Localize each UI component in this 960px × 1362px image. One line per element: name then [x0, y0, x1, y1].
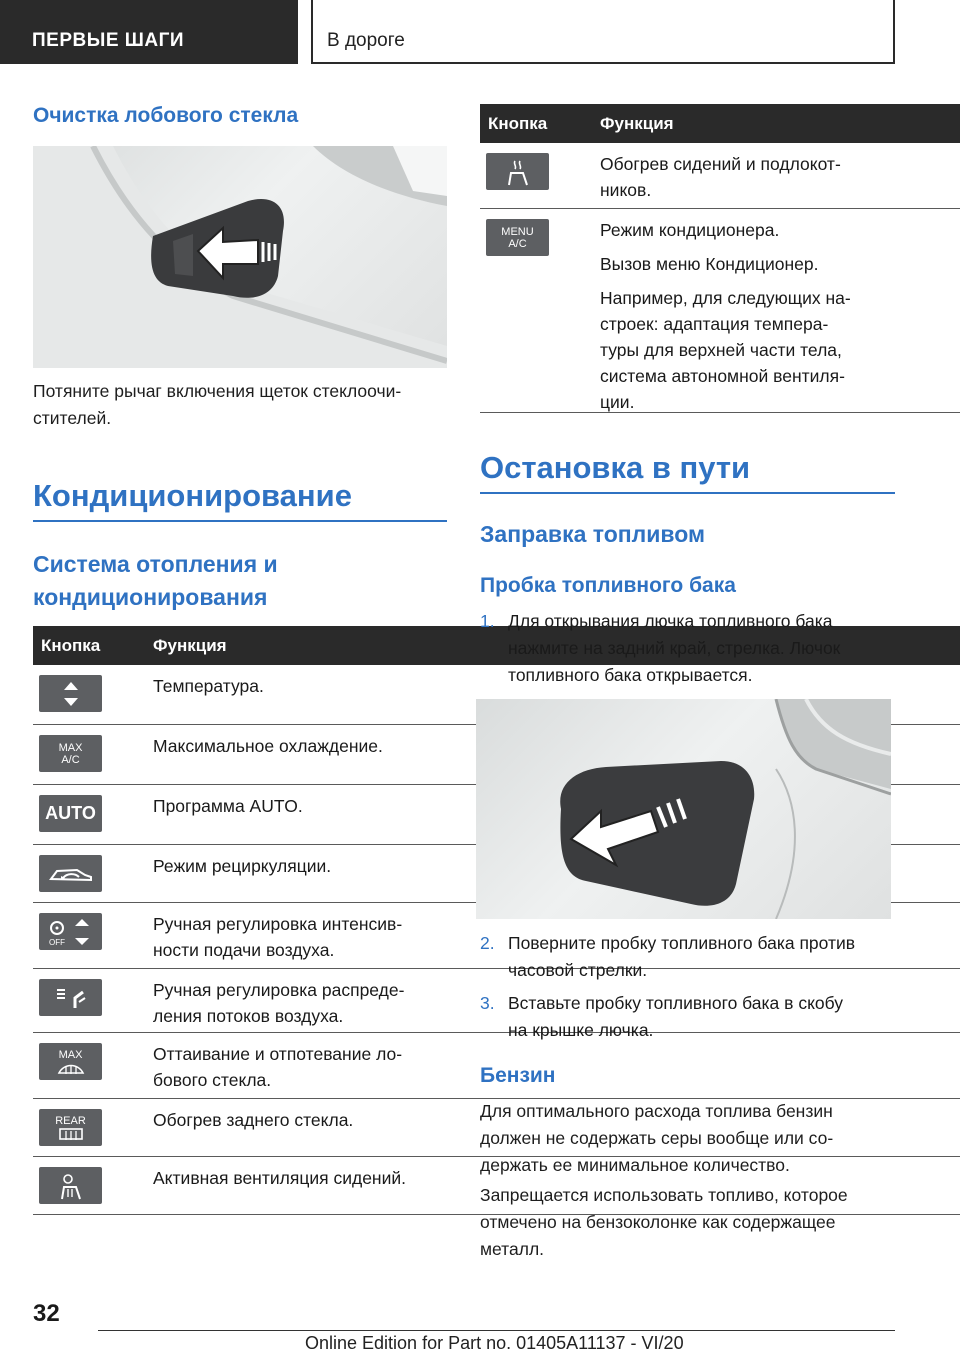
list-item: 2. Поверните пробку топливного бака против часовой стрелки.	[480, 933, 856, 980]
stop-title-rule	[480, 492, 895, 494]
stop-section-title: Остановка в пути	[480, 450, 751, 485]
function-text: Режим рециркуляции.	[153, 856, 332, 876]
petrol-title: Бензин	[480, 1064, 556, 1087]
wiper-title: Очистка лобового стекла	[33, 104, 299, 127]
function-text: Обогрев сидений и подлокот- ников.	[600, 154, 841, 200]
fan-off-icon	[39, 913, 102, 950]
auto-icon: AUTO	[39, 795, 102, 832]
function-text: Режим кондиционера.	[600, 220, 780, 240]
system-title-2: кондиционирования	[33, 584, 268, 610]
footer-rule	[98, 1330, 895, 1331]
chapter-tab: В дороге	[311, 0, 895, 64]
function-text: Оттаивание и отпотевание ло- бового стекла.	[153, 1044, 403, 1090]
petrol-paragraph-1: Для оптимального расхода топлива бензин должен не содержать серы вообще или со- держать ее минимальное количество.	[480, 1101, 834, 1175]
col-function-header: Функция	[153, 635, 227, 655]
svg-text:OFF: OFF	[48, 937, 65, 947]
menu-ac-icon: MENU A/C	[486, 219, 549, 256]
table-row	[480, 143, 960, 209]
function-text: Вызов меню Кондиционер.	[600, 254, 819, 274]
section-tab: ПЕРВЫЕ ШАГИ	[0, 0, 298, 64]
wiper-instruction: Потяните рычаг включения щеток стеклоочи- стителей.	[33, 381, 402, 428]
ac-title-rule	[33, 520, 447, 522]
col-button-header: Кнопка	[488, 113, 548, 133]
air-distribution-icon	[39, 979, 102, 1016]
function-text: Обогрев заднего стекла.	[153, 1110, 354, 1130]
list-item: 3. Вставьте пробку топливного бака в скобу на крышке лючка.	[480, 993, 844, 1040]
col-button-header: Кнопка	[41, 635, 101, 655]
system-title-1: Система отопления и	[33, 551, 278, 577]
table-header	[480, 104, 960, 143]
function-text: Программа AUTO.	[153, 796, 303, 816]
fuel-cap-title: Пробка топливного бака	[480, 574, 736, 597]
function-text: Максимальное охлаждение.	[153, 736, 383, 756]
list-item: 1. Для открывания лючка топливного бака нажмите на задний край, стрелка. Лючок топливного бака открывается.	[480, 611, 841, 685]
col-function-header: Функция	[600, 113, 674, 133]
function-text: Ручная регулировка распреде- ления потоков воздуха.	[153, 980, 405, 1026]
function-text: Например, для следующих на- строек: адаптация темпера- туры для верхней части тела, система автономной вентиля- ции.	[600, 288, 851, 412]
function-text: Активная вентиляция сидений.	[153, 1168, 407, 1188]
seat-heating-icon	[486, 153, 549, 190]
temperature-arrows-icon	[39, 675, 102, 712]
max-defrost-icon: MAX	[39, 1043, 102, 1080]
page-number: 32	[33, 1300, 60, 1327]
function-text: Ручная регулировка интенсив- ности подачи воздуха.	[153, 914, 403, 960]
ac-section-title: Кондиционирование	[33, 478, 352, 513]
fuel-flap-photo	[476, 699, 891, 919]
seat-buttons-table	[480, 104, 960, 413]
wiper-lever-photo	[33, 146, 447, 368]
table-row	[480, 209, 960, 413]
rear-defrost-icon: REAR	[39, 1109, 102, 1146]
edition-footer[interactable]: Online Edition for Part no. 01405A11137 - VI/20	[305, 1333, 684, 1353]
seat-ventilation-icon	[39, 1167, 102, 1204]
recirculation-icon	[39, 855, 102, 892]
refuel-title: Заправка топливом	[480, 521, 706, 547]
petrol-paragraph-2: Запрещается использовать топливо, которое отмечено на бензоколонке как содержащее металл.	[480, 1185, 848, 1259]
function-text: Температура.	[153, 676, 264, 696]
max-ac-icon: MAX A/C	[39, 735, 102, 772]
